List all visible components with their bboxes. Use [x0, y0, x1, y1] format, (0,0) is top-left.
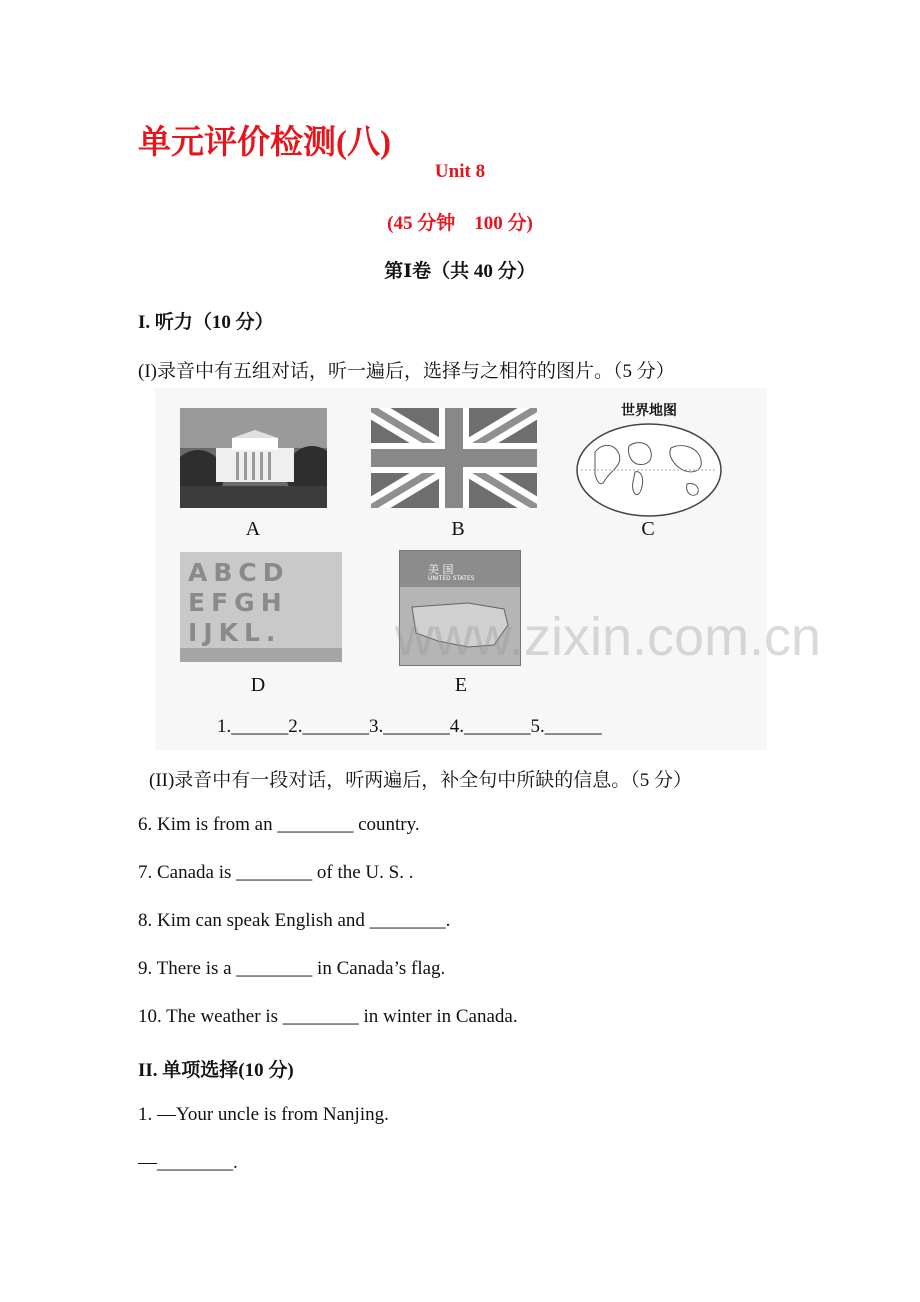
book-subtitle: UNITED STATES	[428, 575, 475, 582]
section1-header: I. 听力（10 分）	[138, 312, 274, 333]
letter: A	[188, 558, 214, 587]
label-d: D	[250, 674, 266, 696]
letter: G	[234, 588, 261, 617]
watermark: www.zixin.com.cn	[395, 607, 822, 667]
union-flag-image	[371, 408, 537, 508]
label-b: B	[451, 518, 465, 540]
question-6: 6. Kim is from an ________ country.	[138, 814, 420, 835]
question-9: 9. There is a ________ in Canada’s flag.	[138, 958, 446, 979]
letter: D	[262, 558, 290, 587]
section2-header: II. 单项选择(10 分)	[138, 1060, 294, 1081]
letter: B	[213, 558, 239, 587]
letter: H	[260, 588, 288, 617]
label-e: E	[454, 674, 468, 696]
page-title: 单元评价检测(八)	[138, 125, 391, 161]
picture-panel	[155, 388, 822, 750]
label-c: C	[641, 518, 655, 540]
letter: J	[203, 618, 219, 647]
part-header: 第Ⅰ卷（共 40 分）	[384, 261, 536, 282]
letter: K	[218, 618, 244, 647]
world-map-image	[575, 400, 723, 518]
section2-question-1: 1. —Your uncle is from Nanjing.	[138, 1104, 389, 1125]
letter: I	[188, 618, 204, 647]
letter: F	[211, 588, 235, 617]
question-8: 8. Kim can speak English and ________.	[138, 910, 451, 931]
white-house-image	[180, 408, 327, 508]
question-7: 7. Canada is ________ of the U. S. .	[138, 862, 414, 883]
world-map-title: 世界地图	[621, 403, 677, 419]
label-a: A	[245, 518, 261, 540]
letter: C	[238, 558, 263, 587]
unit-subtitle: Unit 8	[434, 161, 486, 182]
book-title: 美 国	[428, 563, 454, 576]
alphabet-image	[180, 552, 342, 662]
question-10: 10. The weather is ________ in winter in Canada.	[138, 1006, 518, 1027]
section1-instruction-1: (I)录音中有五组对话，听一遍后，选择与之相符的图片。（5 分）	[138, 361, 675, 382]
letter: L.	[244, 618, 282, 647]
time-score: (45 分钟 100 分)	[387, 213, 533, 234]
section2-answer-1: —________.	[138, 1152, 238, 1173]
section1-instruction-2: (II)录音中有一段对话，听两遍后，补全句中所缺的信息。（5 分）	[149, 770, 693, 791]
answer-blanks: 1.______2._______3._______4._______5.______	[217, 716, 602, 737]
letter: E	[188, 588, 212, 617]
